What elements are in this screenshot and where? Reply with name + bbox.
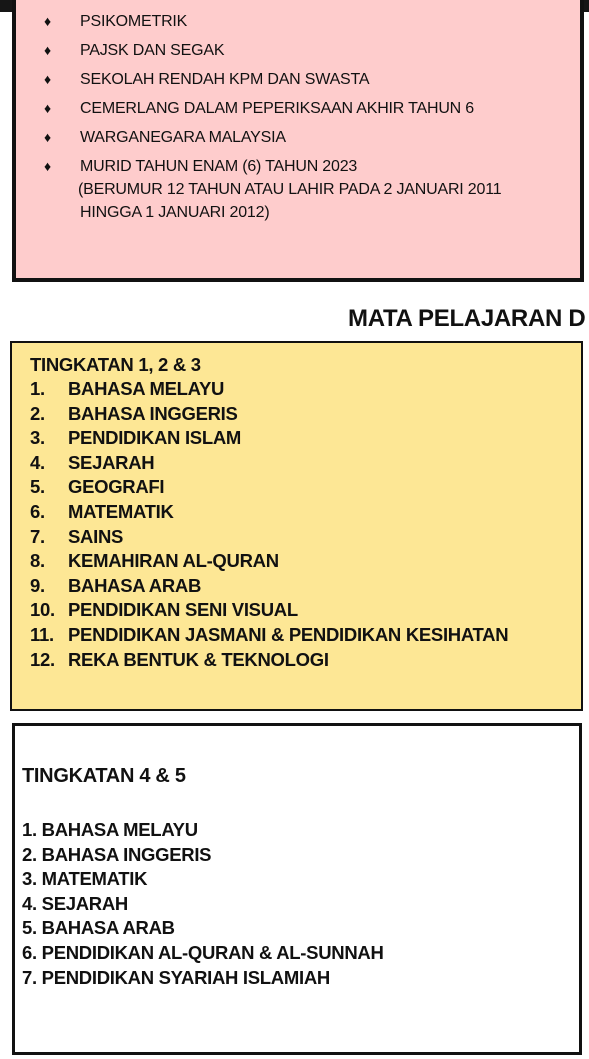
- requirement-text: SEKOLAH RENDAH KPM DAN SWASTA: [80, 71, 370, 88]
- subject-name: SEJARAH: [68, 451, 155, 473]
- subject-number: 1.: [30, 378, 45, 399]
- requirement-text: MURID TAHUN ENAM (6) TAHUN 2023: [80, 158, 358, 175]
- lower-forms-heading: TINGKATAN 1, 2 & 3: [30, 354, 201, 375]
- subject-number: 11.: [30, 624, 54, 645]
- subject-number: 2.: [30, 402, 45, 424]
- subject-number: 3.: [30, 427, 45, 449]
- upper-forms-heading: TINGKATAN 4 & 5: [22, 765, 186, 787]
- subject-item: 4. SEJARAH: [22, 892, 128, 914]
- subject-item: 7. PENDIDIKAN SYARIAH ISLAMIAH: [22, 966, 330, 988]
- subject-name: GEOGRAFI: [68, 476, 165, 498]
- diamond-bullet-icon: ♦: [44, 13, 51, 29]
- subject-name: PENDIDIKAN SENI VISUAL: [68, 599, 298, 621]
- subject-item: 3. MATEMATIK: [22, 868, 148, 890]
- subject-name: KEMAHIRAN AL-QURAN: [68, 550, 279, 572]
- diamond-bullet-icon: ♦: [44, 42, 51, 58]
- diamond-bullet-icon: ♦: [44, 71, 51, 87]
- requirements-box: [12, 0, 584, 282]
- subject-name: REKA BENTUK & TEKNOLOGI: [68, 648, 329, 670]
- diamond-bullet-icon: ♦: [44, 100, 51, 116]
- section-title: MATA PELAJARAN D: [348, 305, 586, 332]
- subject-name: BAHASA MELAYU: [68, 378, 225, 399]
- requirement-text: WARGANEGARA MALAYSIA: [80, 129, 286, 146]
- subject-number: 10.: [30, 599, 55, 621]
- subject-name: PENDIDIKAN ISLAM: [68, 427, 242, 449]
- subject-number: 8.: [30, 550, 45, 572]
- subject-item: 1. BAHASA MELAYU: [22, 819, 198, 840]
- diamond-bullet-icon: ♦: [44, 158, 51, 174]
- subject-name: PENDIDIKAN JASMANI & PENDIDIKAN KESIHATAN: [68, 624, 509, 645]
- subject-number: 9.: [30, 574, 45, 596]
- subject-item: 5. BAHASA ARAB: [22, 917, 175, 939]
- subject-number: 7.: [30, 525, 45, 547]
- requirement-text: CEMERLANG DALAM PEPERIKSAAN AKHIR TAHUN 6: [80, 100, 474, 117]
- requirement-text: PSIKOMETRIK: [80, 13, 188, 30]
- subject-number: 5.: [30, 476, 45, 498]
- subject-name: BAHASA INGGERIS: [68, 402, 238, 424]
- subject-item: 6. PENDIDIKAN AL-QURAN & AL-SUNNAH: [22, 942, 384, 963]
- subject-name: SAINS: [68, 525, 124, 547]
- subject-item: 2. BAHASA INGGERIS: [22, 843, 212, 865]
- subject-name: MATEMATIK: [68, 501, 174, 522]
- requirement-text-continued: HINGGA 1 JANUARI 2012): [80, 204, 270, 221]
- requirement-text-continued: (BERUMUR 12 TAHUN ATAU LAHIR PADA 2 JANUARI 2011: [78, 181, 502, 198]
- subject-name: BAHASA ARAB: [68, 574, 202, 596]
- subject-number: 6.: [30, 501, 45, 522]
- diamond-bullet-icon: ♦: [44, 129, 51, 145]
- subject-number: 12.: [30, 648, 55, 670]
- requirement-text: PAJSK DAN SEGAK: [80, 42, 225, 59]
- lower-forms-box: [10, 341, 583, 711]
- upper-forms-box: [12, 723, 582, 1055]
- subject-number: 4.: [30, 451, 45, 473]
